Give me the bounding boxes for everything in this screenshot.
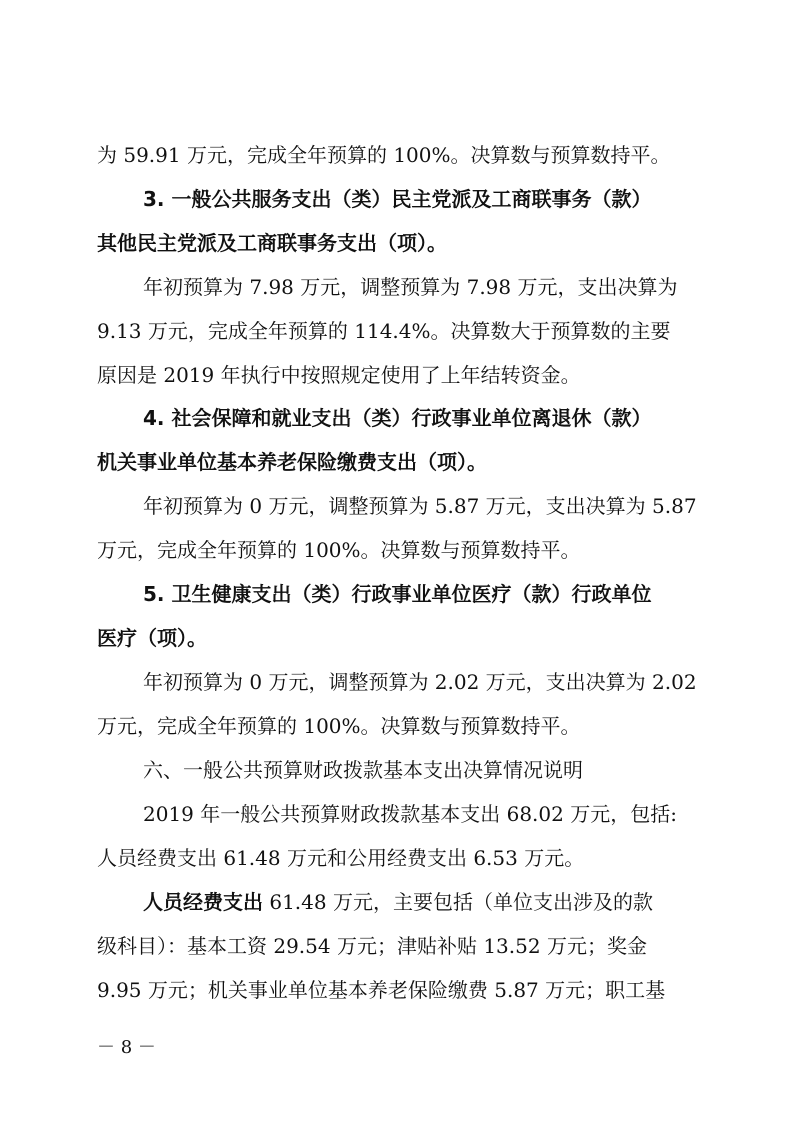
paragraph-line: 为 59.91 万元，完成全年预算的 100%。决算数与预算数持平。 bbox=[97, 143, 671, 167]
paragraph-line: 年初预算为 7.98 万元，调整预算为 7.98 万元，支出决算为 bbox=[143, 275, 678, 299]
personnel-label: 人员经费支出 bbox=[143, 890, 263, 914]
paragraph-line: 9.13 万元，完成全年预算的 114.4%。决算数大于预算数的主要 bbox=[97, 319, 671, 343]
paragraph-line: 原因是 2019 年执行中按照规定使用了上年结转资金。 bbox=[97, 363, 581, 387]
page-number: － 8 － bbox=[97, 1037, 156, 1058]
paragraph-line: 级科目）：基本工资 29.54 万元；津贴补贴 13.52 万元；奖金 bbox=[97, 934, 647, 958]
section-title-6: 六、一般公共预算财政拨款基本支出决算情况说明 bbox=[143, 758, 583, 782]
personnel-text: 61.48 万元，主要包括（单位支出涉及的款 bbox=[263, 890, 653, 914]
item-heading-4-cont: 机关事业单位基本养老保险缴费支出（项）。 bbox=[97, 450, 487, 474]
item-heading-3: 3. 一般公共服务支出（类）民主党派及工商联事务（款） bbox=[143, 187, 652, 211]
item-heading-5: 5. 卫生健康支出（类）行政事业单位医疗（款）行政单位 bbox=[143, 582, 652, 606]
paragraph-line: 9.95 万元；机关事业单位基本养老保险缴费 5.87 万元；职工基 bbox=[97, 978, 666, 1002]
paragraph-line: 年初预算为 0 万元，调整预算为 5.87 万元，支出决算为 5.87 bbox=[143, 494, 697, 518]
item-heading-4: 4. 社会保障和就业支出（类）行政事业单位离退休（款） bbox=[143, 406, 652, 430]
personnel-paragraph bbox=[143, 890, 697, 914]
paragraph-line: 2019 年一般公共预算财政拨款基本支出 68.02 万元，包括: bbox=[143, 802, 677, 826]
item-heading-5-cont: 医疗（项）。 bbox=[97, 626, 207, 650]
paragraph-line: 人员经费支出 61.48 万元和公用经费支出 6.53 万元。 bbox=[97, 846, 585, 870]
paragraph-line: 万元，完成全年预算的 100%。决算数与预算数持平。 bbox=[97, 714, 581, 738]
paragraph-line: 万元，完成全年预算的 100%。决算数与预算数持平。 bbox=[97, 538, 581, 562]
item-heading-3-cont: 其他民主党派及工商联事务支出（项）。 bbox=[97, 231, 447, 255]
paragraph-line: 年初预算为 0 万元，调整预算为 2.02 万元，支出决算为 2.02 bbox=[143, 670, 697, 694]
